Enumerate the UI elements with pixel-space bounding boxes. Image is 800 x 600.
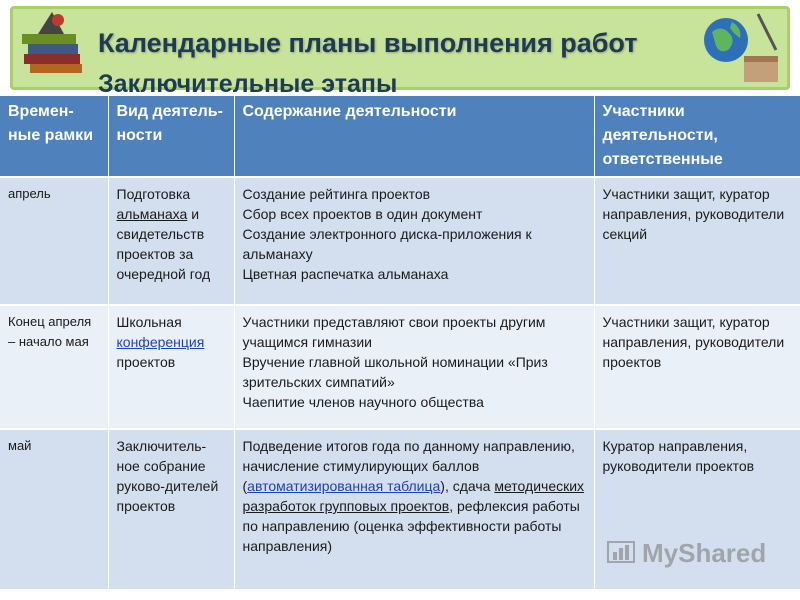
content-text: Подведение итогов года по данному направлению, начисление стимулирующих баллов (	[242, 438, 575, 494]
type-text-post: и свидетельств проектов за очередной год	[116, 206, 211, 282]
almanac-link[interactable]: альманаха	[116, 206, 188, 222]
type-text-post: проектов	[116, 354, 176, 370]
table-header-row	[0, 96, 800, 177]
watermark	[606, 533, 776, 573]
cell-content	[234, 177, 594, 305]
cell-type: Заключитель-ное собрание руково-дителей проектов	[108, 429, 234, 589]
table-row	[0, 177, 800, 305]
cell-participants: Участники защит, куратор направления, руководители секций	[594, 177, 800, 305]
slide-subtitle: Заключительные этапы	[98, 70, 398, 94]
content-line: Создание электронного диска-приложения к альманаху	[242, 226, 532, 262]
header-participants: Участники деятельности, ответственные	[594, 96, 800, 177]
cell-type	[108, 305, 234, 429]
schedule-table	[0, 96, 800, 589]
watermark-text: MyShared	[642, 537, 767, 568]
cell-type	[108, 177, 234, 305]
content-line: Цветная распечатка альманаха	[242, 266, 449, 282]
slide-title: Календарные планы выполнения работ	[98, 28, 638, 58]
content-text: ), сдача	[440, 478, 495, 494]
type-text: Школьная	[116, 314, 182, 330]
slide-header	[0, 0, 800, 96]
cell-participants: Куратор направления, руководители проектов	[594, 429, 800, 589]
content-line: Вручение главной школьной номинации «Приз зрительских симпатий»	[242, 354, 548, 390]
header-type: Вид деятель-ности	[108, 96, 234, 177]
chart-logo-icon	[606, 538, 636, 568]
books-icon	[18, 6, 90, 86]
cell-time: апрель	[0, 177, 108, 305]
globe-icon	[700, 10, 784, 88]
cell-time: Конец апреля – начало мая	[0, 305, 108, 429]
table-row	[0, 305, 800, 429]
content-line: Чаепитие членов научного общества	[242, 394, 484, 410]
content-text: , рефлексия работы по направлению (оценка эффективности работы направления)	[242, 498, 580, 554]
content-line: Сбор всех проектов в один документ	[242, 206, 483, 222]
methods-link[interactable]: методических разработок групповых проектов	[242, 478, 585, 514]
type-text: Подготовка	[116, 186, 191, 202]
cell-participants: Участники защит, куратор направления, руководители проектов	[594, 305, 800, 429]
cell-time: май	[0, 429, 108, 589]
auto-table-link[interactable]: автоматизированная таблица	[247, 478, 441, 494]
content-line: Участники представляют свои проекты другим учащимся гимназии	[242, 314, 546, 350]
cell-content	[234, 429, 594, 589]
conference-link[interactable]: конференция	[116, 334, 205, 350]
cell-content	[234, 305, 594, 429]
header-time: Времен-ные рамки	[0, 96, 108, 177]
header-content: Содержание деятельности	[234, 96, 594, 177]
content-line: Создание рейтинга проектов	[242, 186, 431, 202]
